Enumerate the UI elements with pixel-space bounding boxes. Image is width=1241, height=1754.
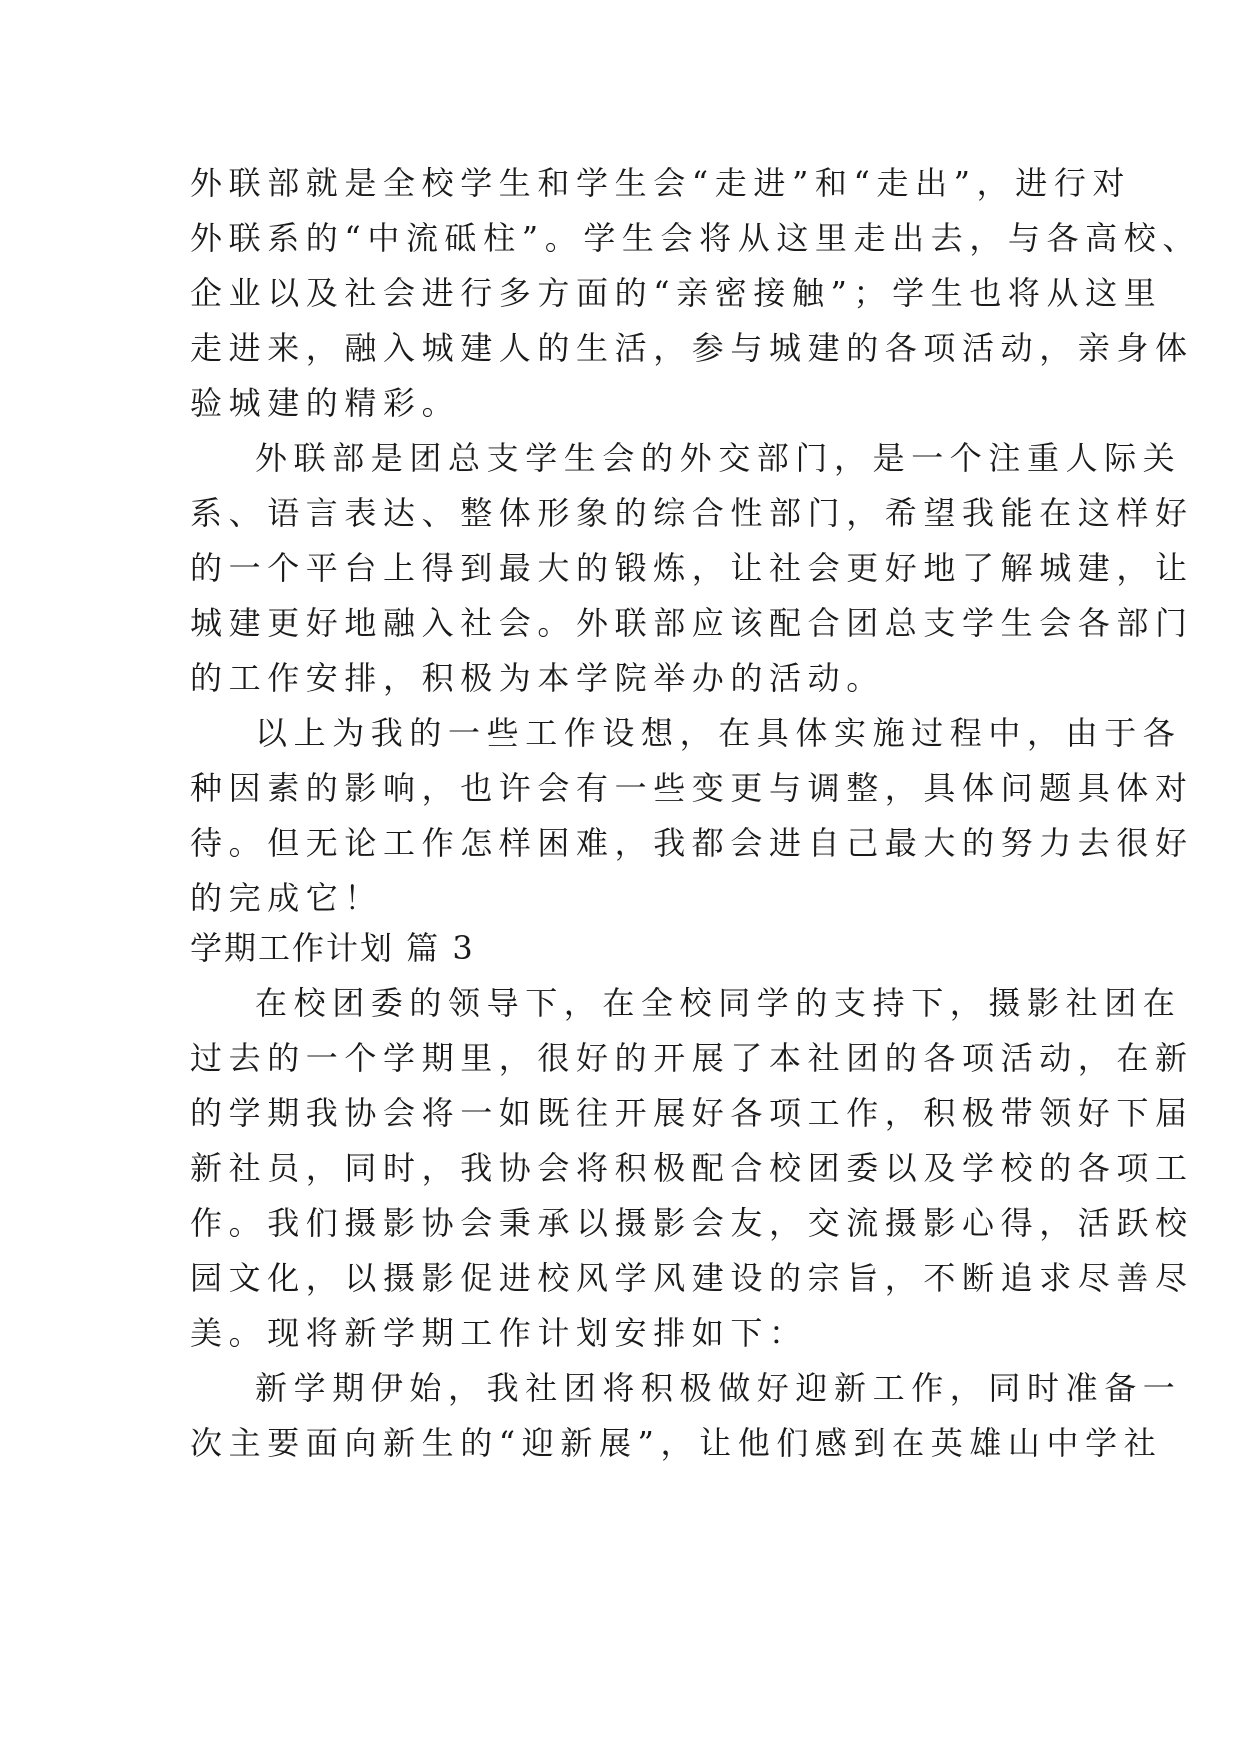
- paragraph-line: 外联部是团总支学生会的外交部门，是一个注重人际关: [255, 439, 1182, 477]
- paragraph-line: 的学期我协会将一如既往开展好各项工作，积极带领好下届: [190, 1094, 1194, 1132]
- paragraph-line: 系、语言表达、整体形象的综合性部门，希望我能在这样好: [190, 494, 1194, 532]
- paragraph-line: 以上为我的一些工作设想，在具体实施过程中，由于各: [255, 714, 1182, 752]
- paragraph-line: 的工作安排，积极为本学院举办的活动。: [190, 659, 885, 697]
- paragraph-line: 的一个平台上得到最大的锻炼，让社会更好地了解城建，让: [190, 549, 1194, 587]
- paragraph-line: 新学期伊始，我社团将积极做好迎新工作，同时准备一: [255, 1369, 1182, 1407]
- paragraph-line: 美。现将新学期工作计划安排如下：: [190, 1314, 808, 1352]
- paragraph-line: 新社员，同时，我协会将积极配合校团委以及学校的各项工: [190, 1149, 1194, 1187]
- paragraph-line: 外联系的“中流砥柱”。学生会将从这里走出去，与各高校、: [190, 219, 1201, 257]
- paragraph-line: 次主要面向新生的“迎新展”，让他们感到在英雄山中学社: [190, 1424, 1163, 1462]
- paragraph-line: 验城建的精彩。: [190, 384, 461, 422]
- paragraph-line: 的完成它！: [190, 879, 384, 917]
- paragraph-line: 外联部就是全校学生和学生会“走进”和“走出”，进行对: [190, 164, 1132, 202]
- paragraph-line: 城建更好地融入社会。外联部应该配合团总支学生会各部门: [190, 604, 1194, 642]
- paragraph-line: 企业以及社会进行多方面的“亲密接触”；学生也将从这里: [190, 274, 1163, 312]
- paragraph-line: 园文化，以摄影促进校风学风建设的宗旨，不断追求尽善尽: [190, 1259, 1194, 1297]
- paragraph-line: 种因素的影响，也许会有一些变更与调整，具体问题具体对: [190, 769, 1194, 807]
- paragraph-line: 在校团委的领导下，在全校同学的支持下，摄影社团在: [255, 984, 1182, 1022]
- paragraph-line: 过去的一个学期里，很好的开展了本社团的各项活动，在新: [190, 1039, 1194, 1077]
- paragraph-line: 待。但无论工作怎样困难，我都会进自己最大的努力去很好: [190, 824, 1194, 862]
- paragraph-line: 走进来，融入城建人的生活，参与城建的各项活动，亲身体: [190, 329, 1194, 367]
- paragraph-line: 作。我们摄影协会秉承以摄影会友，交流摄影心得，活跃校: [190, 1204, 1194, 1242]
- section-heading: 学期工作计划 篇 3: [190, 929, 475, 967]
